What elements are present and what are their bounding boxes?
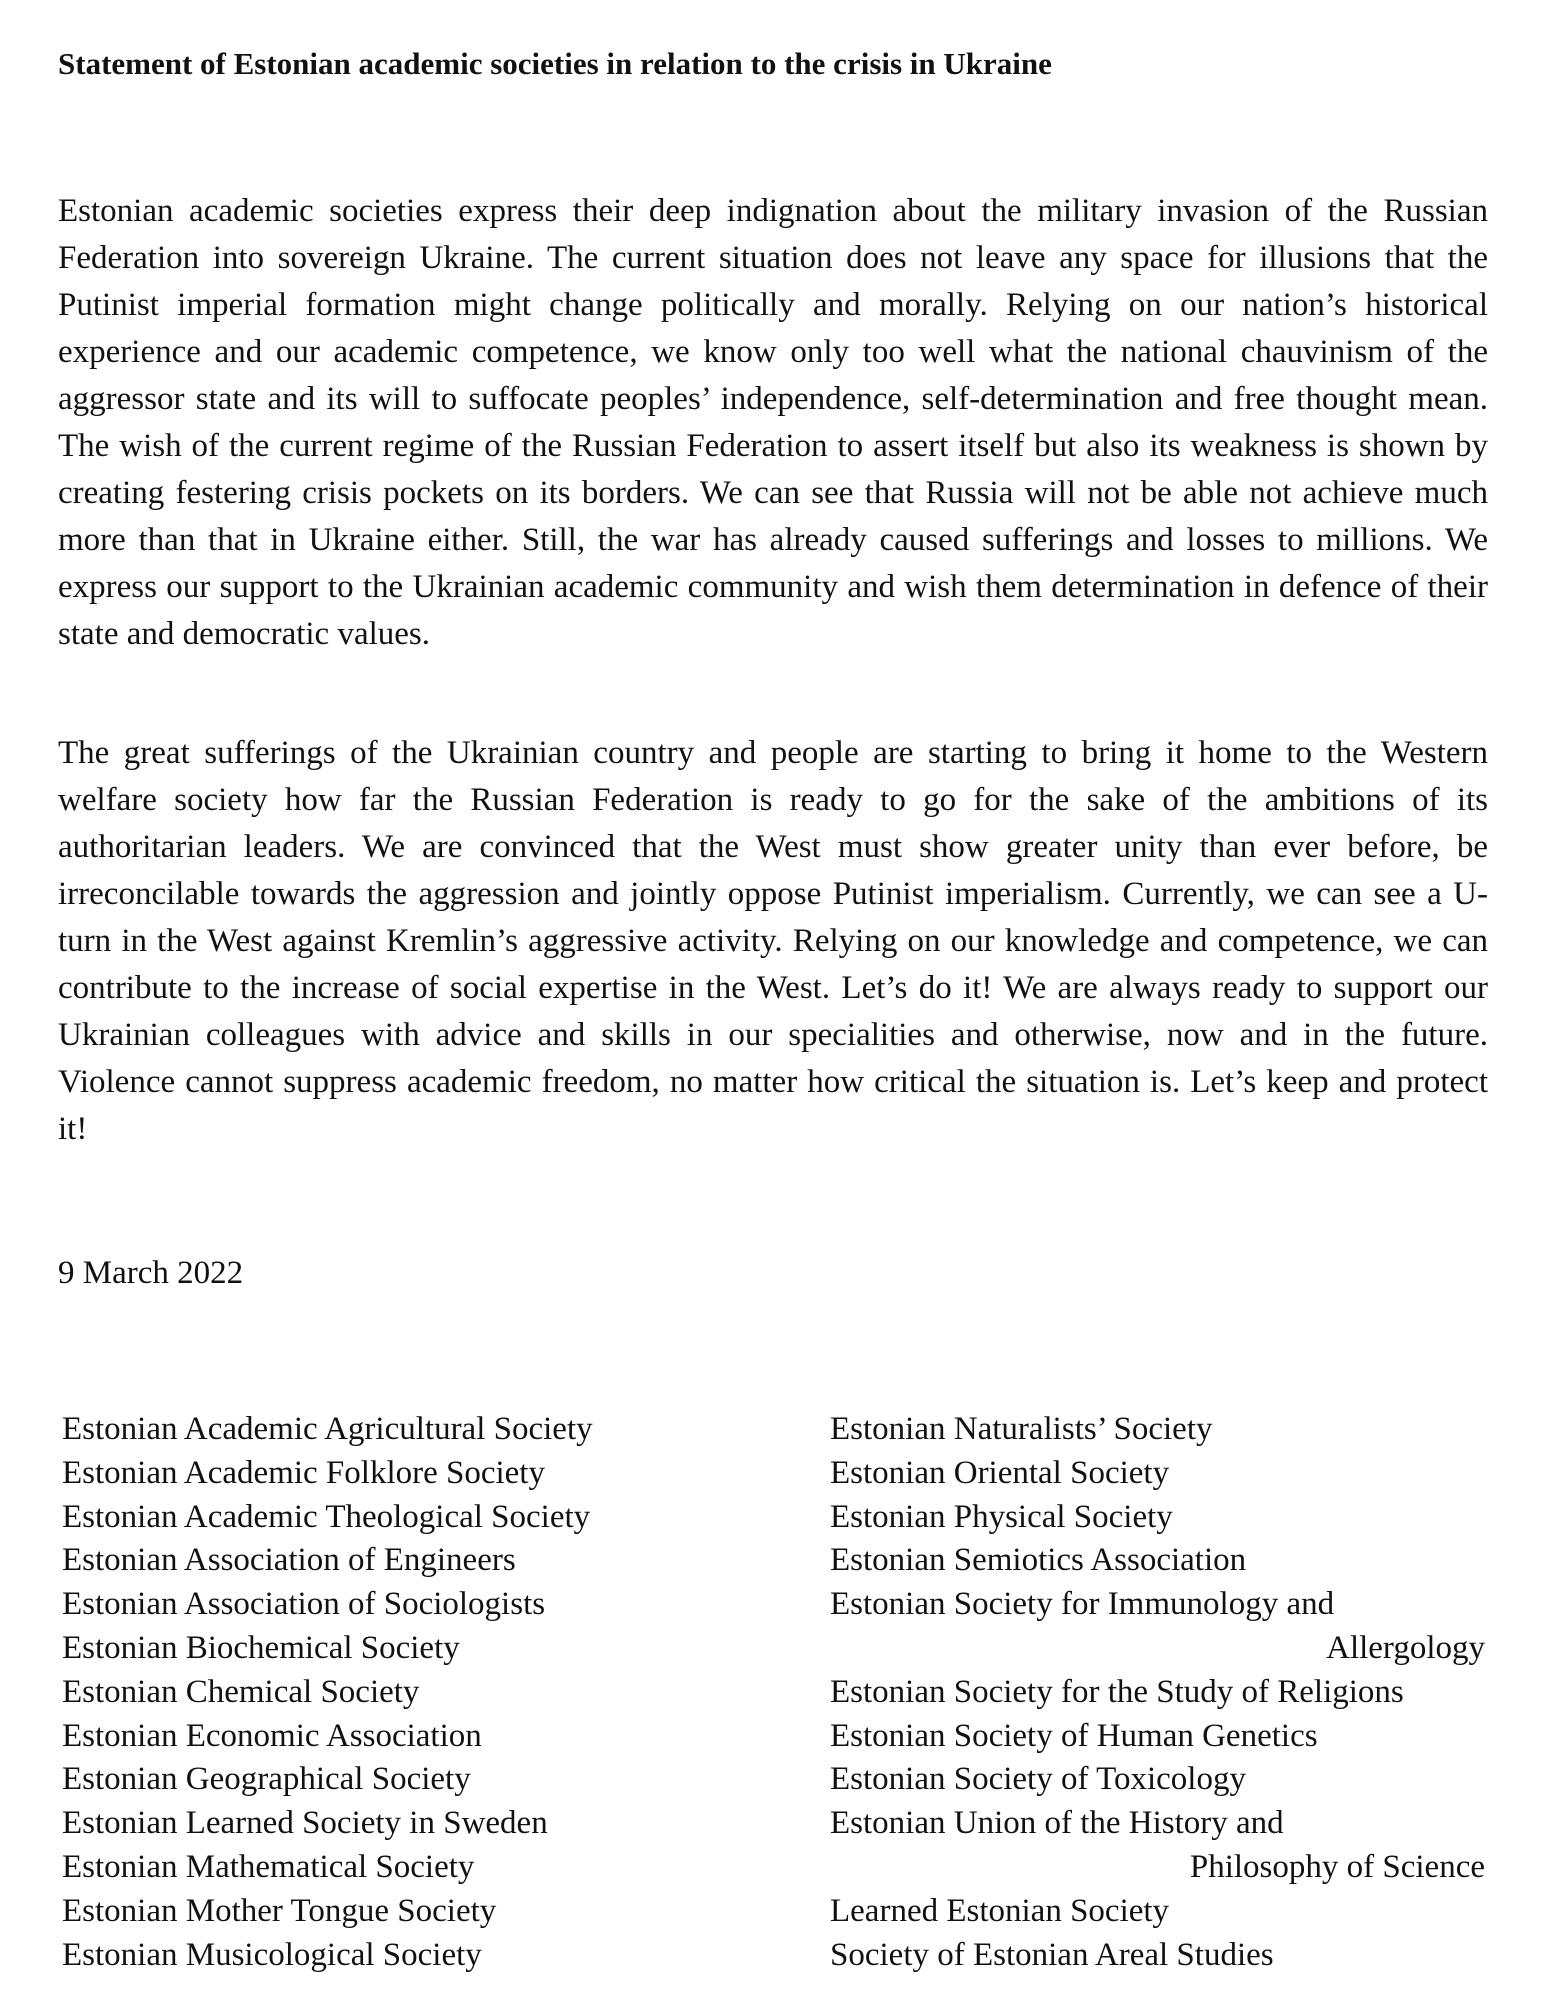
signer-item: Estonian Geographical Society <box>62 1761 471 1798</box>
signer-line-continued: Allergology <box>1326 1629 1485 1666</box>
signer-item: Estonian Association of Engineers <box>62 1542 516 1579</box>
signer-item: Estonian Oriental Society <box>830 1454 1170 1491</box>
signer-item: Estonian Biochemical Society <box>62 1629 460 1666</box>
paragraph-2: The great sufferings of the Ukrainian country and people are starting to bring it home to the Western welfare society how far the Russian Federation is ready to go for the sake of the ambitions of its authoritarian leaders. We are convinced that the West must show greater unity than ever before, be irreconcilable towards the aggression and jointly oppose Putinist imperialism. Currently, we can see a U-turn in the West against Kremlin’s aggressive activity. Relying on our knowledge and competence, we can contribute to the increase of social expertise in the West. Let’s do it! We are always ready to support our Ukrainian colleagues with advice and skills in our specialities and otherwise, now and in the future. Violence cannot suppress academic freedom, no matter how critical the situation is. Let’s keep and protect it! <box>58 735 1488 1147</box>
signer-item-history <box>830 1802 1485 1890</box>
paragraph-1: Estonian academic societies express their deep indignation about the military invasion of the Russian Federation into sovereign Ukraine. The current situation does not leave any space for illusions that the Putinist imperial formation might change politically and morally. Relying on our nation’s historical experience and our academic competence, we know only too well what the national chauvinism of the aggressor state and its will to suffocate peoples’ independence, self-determination and free thought mean. The wish of the current regime of the Russian Federation to assert itself but also its weakness is shown by creating festering crisis pockets on its borders. We can see that Russia will not be able not achieve much more than that in Ukraine either. Still, the war has already caused sufferings and losses to millions. We express our support to the Ukrainian academic community and wish them determination in defence of their state and democratic values. <box>58 193 1488 652</box>
signer-item: Estonian Economic Association <box>62 1717 482 1754</box>
statement-date: 9 March 2022 <box>58 1255 244 1291</box>
signers-list-left <box>62 1408 762 1977</box>
signer-item: Estonian Physical Society <box>830 1498 1173 1535</box>
signer-item: Estonian Mother Tongue Society <box>62 1892 497 1929</box>
signer-item-immunology <box>830 1583 1485 1671</box>
signer-item: Estonian Chemical Society <box>62 1673 420 1710</box>
signer-item: Estonian Society of Human Genetics <box>830 1717 1318 1754</box>
signer-item: Estonian Academic Agricultural Society <box>62 1411 593 1447</box>
signer-item: Estonian Association of Sociologists <box>62 1586 546 1623</box>
signers-list-right <box>830 1408 1485 1977</box>
signer-item: Estonian Musicological Society <box>62 1936 482 1973</box>
signer-line-continued: Philosophy of Science <box>1189 1848 1485 1885</box>
signer-item: Estonian Mathematical Society <box>62 1848 475 1885</box>
signer-item: Estonian Learned Society in Sweden <box>62 1805 548 1842</box>
signer-item: Estonian Semiotics Association <box>830 1542 1247 1579</box>
signer-item: Learned Estonian Society <box>830 1892 1170 1929</box>
document-title: Statement of Estonian academic societies in relation to the crisis in Ukraine <box>58 46 1052 81</box>
signer-item: Estonian Naturalists’ Society <box>830 1411 1213 1447</box>
signer-item: Estonian Academic Theological Society <box>62 1498 591 1535</box>
signer-item: Society of Estonian Areal Studies <box>830 1936 1274 1973</box>
signer-item: Estonian Society for the Study of Religions <box>830 1673 1404 1710</box>
signer-line: Estonian Union of the History and <box>830 1805 1284 1842</box>
signer-item: Estonian Academic Folklore Society <box>62 1454 545 1491</box>
signer-item: Estonian Society of Toxicology <box>830 1761 1246 1798</box>
signer-line: Estonian Society for Immunology and <box>830 1586 1335 1623</box>
